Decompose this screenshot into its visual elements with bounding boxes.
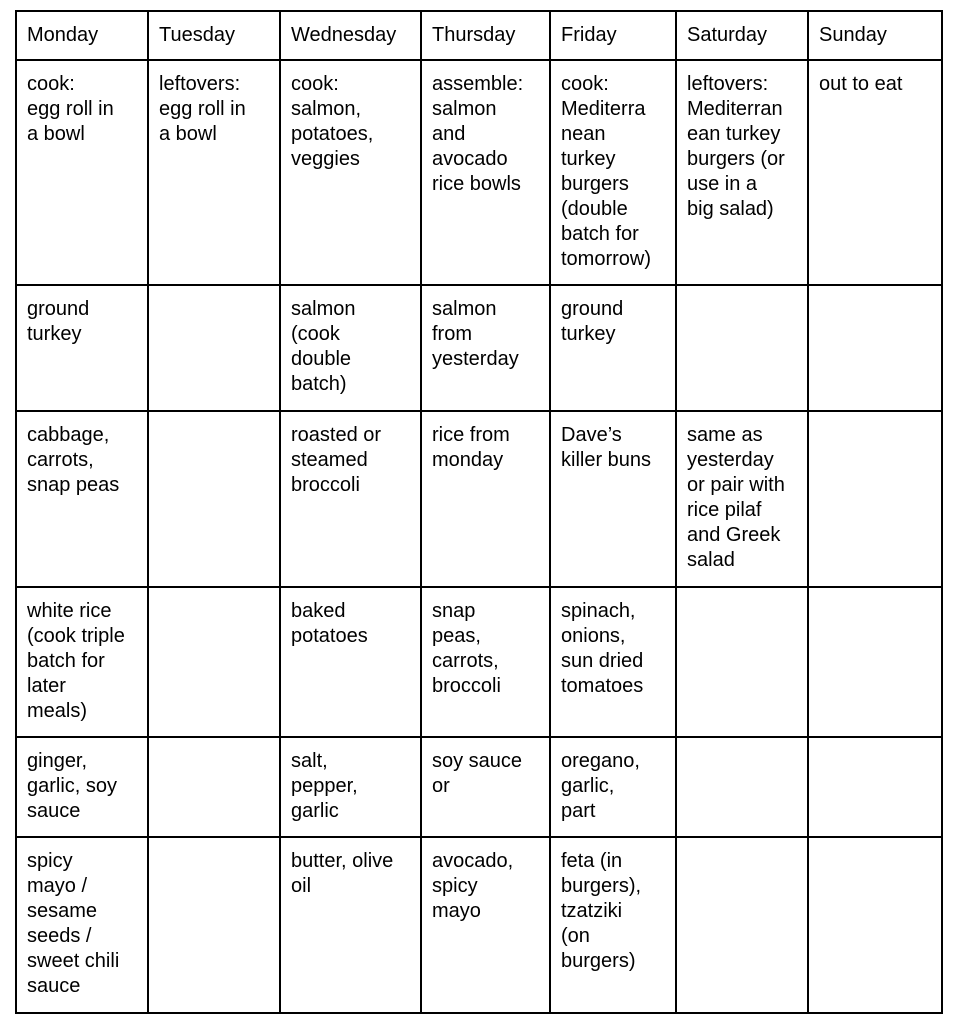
cell-text: cabbage, carrots, snap peas — [27, 424, 120, 496]
header-row — [16, 11, 942, 60]
cell-tuesday — [148, 285, 280, 411]
cell-text: ground turkey — [27, 298, 90, 345]
cell-sunday — [808, 60, 942, 285]
cell-sunday — [808, 737, 942, 837]
cell-friday — [550, 285, 676, 411]
cell-text: soy sauce or — [432, 750, 523, 797]
table-row-topping — [16, 837, 942, 1013]
cell-sunday — [808, 411, 942, 587]
cell-wednesday — [280, 587, 421, 737]
cell-monday — [16, 60, 148, 285]
cell-text: white rice (cook triple batch for later meals) — [27, 600, 125, 722]
cell-text: cook: egg roll in a bowl — [27, 73, 114, 145]
table-row-vegetable — [16, 411, 942, 587]
cell-text: avocado, spicy mayo — [432, 850, 514, 922]
cell-saturday — [676, 285, 808, 411]
cell-tuesday — [148, 837, 280, 1013]
cell-text: Dave’s killer buns — [561, 424, 652, 471]
cell-thursday — [421, 60, 550, 285]
cell-wednesday — [280, 737, 421, 837]
cell-text: snap peas, carrots, broccoli — [432, 600, 501, 697]
cell-saturday — [676, 837, 808, 1013]
cell-tuesday — [148, 587, 280, 737]
table-row-seasoning — [16, 737, 942, 837]
cell-thursday — [421, 411, 550, 587]
cell-text: salmon from yesterday — [432, 298, 519, 370]
cell-monday — [16, 285, 148, 411]
header-monday: Monday — [16, 11, 148, 60]
header-wednesday: Wednesday — [280, 11, 421, 60]
cell-text: rice from monday — [432, 424, 510, 471]
cell-text: spicy mayo / sesame seeds / sweet chili sauce — [27, 850, 120, 997]
cell-text: butter, olive oil — [291, 850, 394, 897]
cell-sunday — [808, 837, 942, 1013]
cell-text: cook: salmon, potatoes, veggies — [291, 73, 374, 170]
cell-monday — [16, 737, 148, 837]
cell-text: ginger, garlic, soy sauce — [27, 750, 118, 822]
header-saturday: Saturday — [676, 11, 808, 60]
cell-tuesday — [148, 411, 280, 587]
cell-friday — [550, 837, 676, 1013]
cell-text: leftovers: Mediterran ean turkey burgers (or use in a big salad) — [687, 73, 785, 220]
cell-tuesday — [148, 60, 280, 285]
cell-text: feta (in burgers), tzatziki (on burgers) — [561, 850, 642, 972]
table-row-meal — [16, 60, 942, 285]
cell-text: roasted or steamed broccoli — [291, 424, 382, 496]
header-friday: Friday — [550, 11, 676, 60]
cell-monday — [16, 837, 148, 1013]
cell-saturday — [676, 411, 808, 587]
cell-text: baked potatoes — [291, 600, 368, 647]
cell-thursday — [421, 837, 550, 1013]
cell-saturday — [676, 587, 808, 737]
cell-text: cook: Mediterra nean turkey burgers (double batch for tomorrow) — [561, 73, 652, 270]
cell-thursday — [421, 737, 550, 837]
cell-friday — [550, 60, 676, 285]
cell-text: ground turkey — [561, 298, 624, 345]
cell-wednesday — [280, 60, 421, 285]
header-sunday: Sunday — [808, 11, 942, 60]
cell-text: assemble: salmon and avocado rice bowls — [432, 73, 524, 195]
meal-plan-table — [15, 10, 943, 1014]
cell-wednesday — [280, 837, 421, 1013]
cell-wednesday — [280, 411, 421, 587]
cell-text: leftovers: egg roll in a bowl — [159, 73, 246, 145]
cell-text: salmon (cook double batch) — [291, 298, 356, 395]
cell-thursday — [421, 285, 550, 411]
cell-friday — [550, 587, 676, 737]
cell-sunday — [808, 285, 942, 411]
cell-wednesday — [280, 285, 421, 411]
header-thursday: Thursday — [421, 11, 550, 60]
cell-friday — [550, 737, 676, 837]
cell-text: salt, pepper, garlic — [291, 750, 358, 822]
cell-monday — [16, 411, 148, 587]
cell-text: spinach, onions, sun dried tomatoes — [561, 600, 644, 697]
cell-saturday — [676, 60, 808, 285]
cell-text: oregano, garlic, part — [561, 750, 640, 822]
cell-sunday — [808, 587, 942, 737]
header-tuesday: Tuesday — [148, 11, 280, 60]
cell-monday — [16, 587, 148, 737]
cell-text: out to eat — [819, 73, 903, 95]
cell-saturday — [676, 737, 808, 837]
cell-thursday — [421, 587, 550, 737]
cell-text: same as yesterday or pair with rice pilaf and Greek salad — [687, 424, 785, 571]
cell-friday — [550, 411, 676, 587]
table-row-side — [16, 587, 942, 737]
cell-tuesday — [148, 737, 280, 837]
table-row-protein — [16, 285, 942, 411]
